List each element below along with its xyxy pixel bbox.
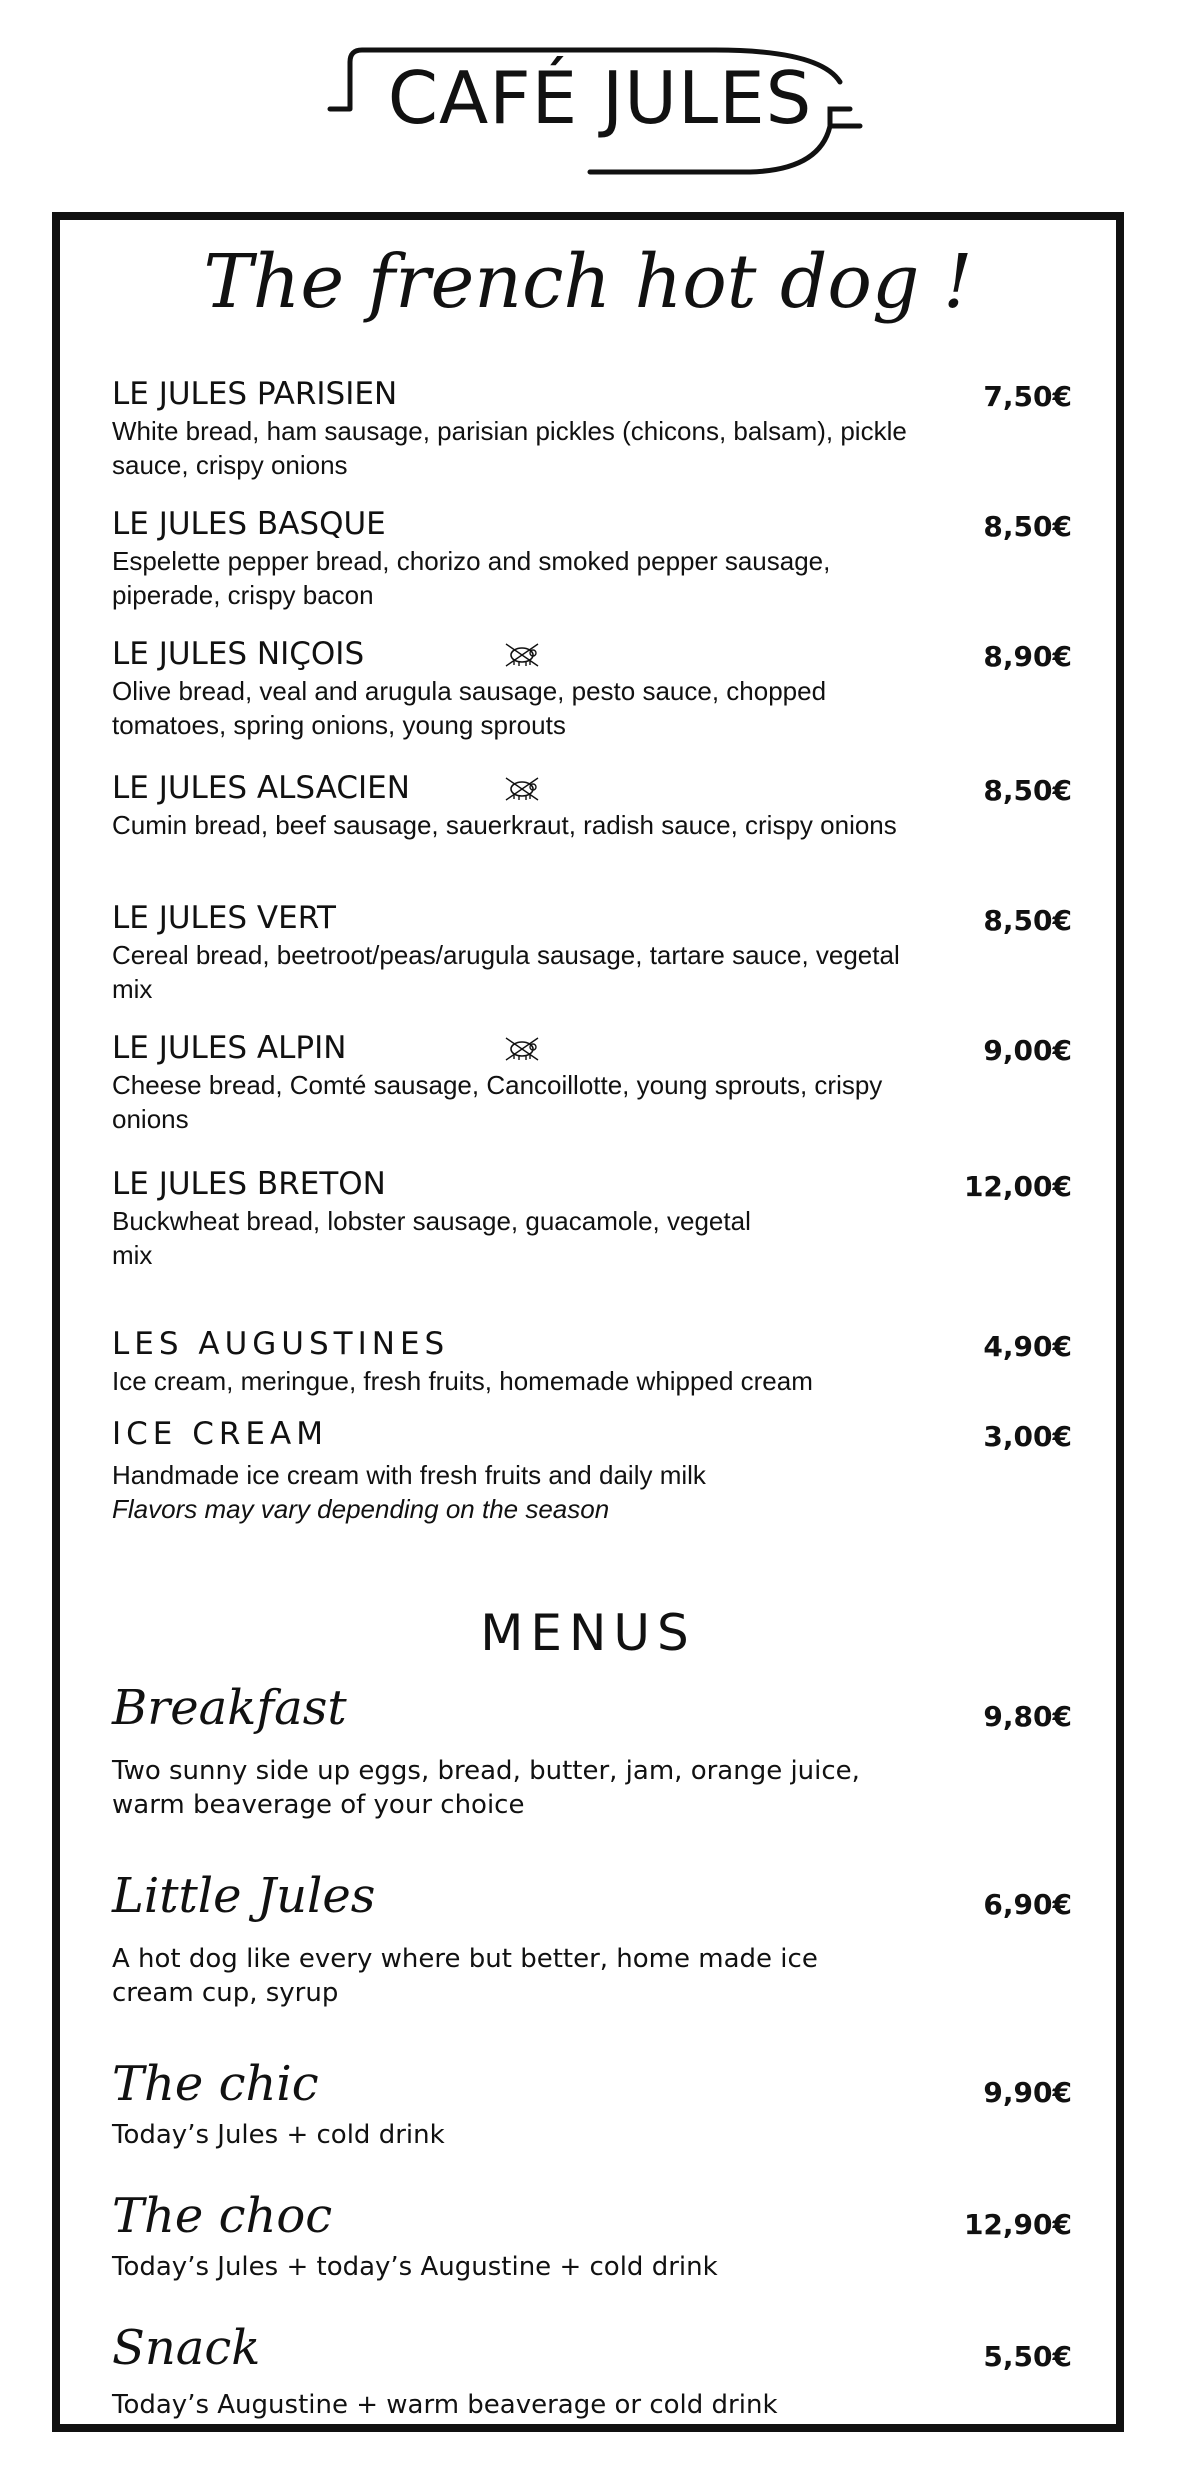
no-pork-icon (504, 1034, 540, 1062)
menu-name: Little Jules (112, 1868, 376, 1924)
menu-description: A hot dog like every where but better, home made ice cream cup, syrup (112, 1944, 818, 2008)
set-menu-item (112, 1680, 1072, 1822)
menu-description: Today’s Jules + cold drink (112, 2120, 445, 2150)
menu-price: 12,90€ (963, 2208, 1072, 2241)
item-price: 8,90€ (983, 640, 1072, 673)
item-price: 8,50€ (983, 510, 1072, 543)
menu-card (52, 212, 1124, 2432)
item-name: LE JULES ALSACIEN (112, 770, 410, 806)
item-price: 9,00€ (983, 1034, 1072, 1067)
item-name: LE JULES PARISIEN (112, 376, 398, 412)
item-price: 8,50€ (983, 904, 1072, 937)
item-description: Olive bread, veal and arugula sausage, pesto sauce, chopped tomatoes, spring onions, young sprouts (112, 676, 827, 740)
menu-price: 9,80€ (983, 1700, 1072, 1733)
item-description: Buckwheat bread, lobster sausage, guacamole, vegetal mix (112, 1206, 751, 1270)
item-description: Cheese bread, Comté sausage, Cancoillotte, young sprouts, crispy onions (112, 1070, 883, 1134)
menu-item (112, 770, 1072, 842)
set-menu-item (112, 2320, 1072, 2422)
set-menu-item (112, 2188, 1072, 2284)
item-description: Espelette pepper bread, chorizo and smoked pepper sausage, piperade, crispy bacon (112, 546, 831, 610)
menu-item (112, 1166, 1072, 1272)
menu-name: The choc (112, 2188, 333, 2244)
item-price: 12,00€ (963, 1170, 1072, 1203)
item-description: Cereal bread, beetroot/peas/arugula sausage, tartare sauce, vegetal mix (112, 940, 900, 1004)
menu-price: 6,90€ (983, 1888, 1072, 1921)
menu-title: The french hot dog ! (203, 239, 973, 325)
item-description: Ice cream, meringue, fresh fruits, homemade whipped cream (112, 1366, 813, 1396)
menu-price: 9,90€ (983, 2076, 1072, 2109)
menu-description: Two sunny side up eggs, bread, butter, jam, orange juice, warm beaverage of your choice (112, 1756, 860, 1820)
no-pork-icon (504, 640, 540, 668)
item-name: LE JULES VERT (112, 900, 336, 936)
set-menu-item (112, 2056, 1072, 2152)
menu-name: Snack (112, 2320, 261, 2376)
item-name: LES AUGUSTINES (112, 1326, 450, 1362)
menu-price: 5,50€ (983, 2340, 1072, 2373)
item-price: 4,90€ (983, 1330, 1072, 1363)
menu-item (112, 376, 1072, 482)
menu-description: Today’s Augustine + warm beaverage or cold drink (112, 2390, 778, 2420)
item-description: Cumin bread, beef sausage, sauerkraut, radish sauce, crispy onions (112, 810, 897, 840)
item-price: 3,00€ (983, 1420, 1072, 1453)
item-price: 8,50€ (983, 774, 1072, 807)
menu-name: The chic (112, 2056, 319, 2112)
item-name: LE JULES NIÇOIS (112, 636, 365, 672)
item-name: ICE CREAM (112, 1416, 328, 1452)
item-price: 7,50€ (983, 380, 1072, 413)
menu-description: Today’s Jules + today’s Augustine + cold drink (112, 2252, 718, 2282)
menu-item (112, 900, 1072, 1006)
cafe-logo (320, 30, 880, 190)
item-name: LE JULES ALPIN (112, 1030, 347, 1066)
item-description: White bread, ham sausage, parisian pickles (chicons, balsam), pickle sauce, crispy onions (112, 416, 907, 480)
menus-heading: MENUS (480, 1604, 696, 1662)
set-menu-item (112, 1868, 1072, 2010)
menu-name: Breakfast (112, 1680, 347, 1736)
no-pork-icon (504, 774, 540, 802)
menu-item (112, 506, 1072, 612)
item-name: LE JULES BASQUE (112, 506, 386, 542)
menu-item (112, 636, 1072, 742)
dessert-item (112, 1326, 1072, 1398)
item-description: Handmade ice cream with fresh fruits and daily milk (112, 1460, 706, 1490)
logo-text: CAFÉ JULES (387, 56, 813, 140)
dessert-item (112, 1416, 1072, 1526)
item-note: Flavors may vary depending on the season (112, 1494, 610, 1524)
menu-item (112, 1030, 1072, 1136)
item-name: LE JULES BRETON (112, 1166, 386, 1202)
